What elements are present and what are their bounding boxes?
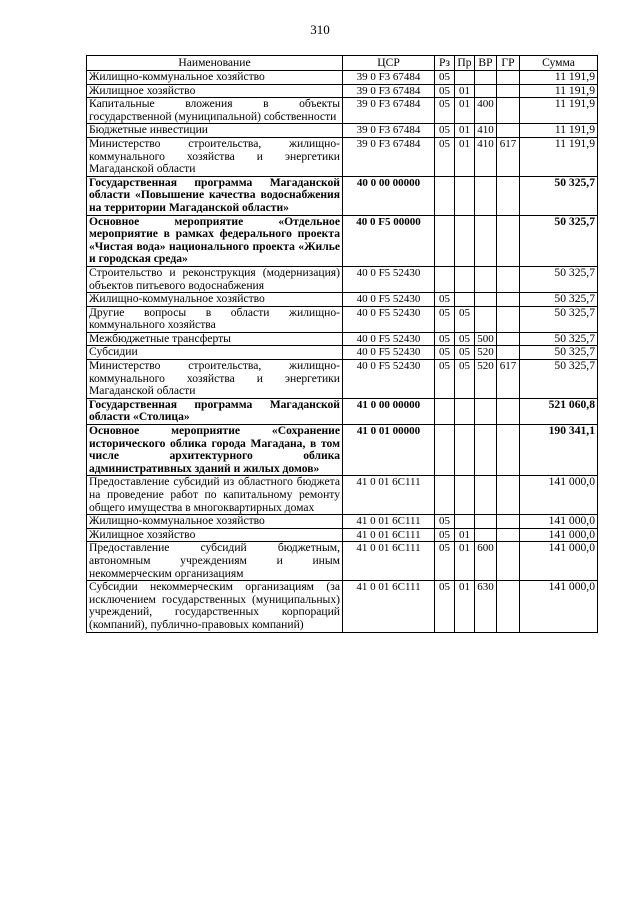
row-gr-cell xyxy=(497,346,520,360)
row-csr-cell: 41 0 00 00000 xyxy=(343,398,435,424)
row-rz-cell xyxy=(435,176,455,215)
row-pr-cell: 05 xyxy=(455,346,475,360)
row-sum-cell: 50 325,7 xyxy=(520,346,598,360)
table-row xyxy=(87,332,598,346)
row-pr-cell: 01 xyxy=(455,84,475,98)
row-sum-cell: 141 000,0 xyxy=(520,528,598,542)
header-csr: ЦСР xyxy=(343,56,435,71)
row-rz-cell: 05 xyxy=(435,360,455,399)
row-name-cell: Субсидии некоммерческим организациям (за исключением государственных (муниципальных) учреждений, государственных корпораций (компаний), публично-правовых компаний) xyxy=(87,581,343,632)
row-pr-cell: 01 xyxy=(455,98,475,124)
row-name-cell: Строительство и реконструкция (модернизация) объектов питьевого водоснабжения xyxy=(87,266,343,292)
row-pr-cell: 01 xyxy=(455,124,475,138)
row-gr-cell xyxy=(497,542,520,581)
row-csr-cell: 40 0 F5 52430 xyxy=(343,306,435,332)
row-rz-cell: 05 xyxy=(435,346,455,360)
budget-table xyxy=(86,55,598,633)
table-row xyxy=(87,266,598,292)
row-sum-cell: 11 191,9 xyxy=(520,84,598,98)
row-name-cell: Бюджетные инвестиции xyxy=(87,124,343,138)
row-gr-cell xyxy=(497,398,520,424)
table-row xyxy=(87,98,598,124)
row-vr-cell: 600 xyxy=(475,542,497,581)
row-sum-cell: 50 325,7 xyxy=(520,293,598,307)
row-rz-cell: 05 xyxy=(435,124,455,138)
row-csr-cell: 41 0 01 6С111 xyxy=(343,542,435,581)
row-rz-cell xyxy=(435,266,455,292)
row-csr-cell: 41 0 01 6С111 xyxy=(343,528,435,542)
table-row xyxy=(87,360,598,399)
row-vr-cell xyxy=(475,425,497,476)
row-name-cell: Министерство строительства, жилищно-коммунального хозяйства и энергетики Магаданской области xyxy=(87,137,343,176)
row-vr-cell: 630 xyxy=(475,581,497,632)
row-gr-cell xyxy=(497,425,520,476)
row-csr-cell: 39 0 F3 67484 xyxy=(343,84,435,98)
row-sum-cell: 11 191,9 xyxy=(520,137,598,176)
row-name-cell: Межбюджетные трансферты xyxy=(87,332,343,346)
row-csr-cell: 40 0 F5 52430 xyxy=(343,360,435,399)
row-name-cell: Министерство строительства, жилищно-коммунального хозяйства и энергетики Магаданской области xyxy=(87,360,343,399)
row-sum-cell: 141 000,0 xyxy=(520,476,598,515)
row-pr-cell xyxy=(455,266,475,292)
row-sum-cell: 141 000,0 xyxy=(520,581,598,632)
row-vr-cell xyxy=(475,293,497,307)
row-gr-cell xyxy=(497,515,520,529)
row-csr-cell: 41 0 01 6С111 xyxy=(343,515,435,529)
row-name-cell: Государственная программа Магаданской области «Повышение качества водоснабжения на территории Магаданской области» xyxy=(87,176,343,215)
header-row xyxy=(87,56,598,71)
row-sum-cell: 50 325,7 xyxy=(520,332,598,346)
row-vr-cell: 520 xyxy=(475,360,497,399)
row-sum-cell: 50 325,7 xyxy=(520,360,598,399)
table-row xyxy=(87,84,598,98)
row-sum-cell: 141 000,0 xyxy=(520,542,598,581)
row-pr-cell xyxy=(455,215,475,266)
row-vr-cell: 520 xyxy=(475,346,497,360)
row-name-cell: Другие вопросы в области жилищно-коммунального хозяйства xyxy=(87,306,343,332)
row-csr-cell: 39 0 F3 67484 xyxy=(343,71,435,85)
header-name: Наименование xyxy=(87,56,343,71)
row-gr-cell: 617 xyxy=(497,360,520,399)
header-pr: Пр xyxy=(455,56,475,71)
table-row xyxy=(87,71,598,85)
row-gr-cell xyxy=(497,306,520,332)
row-rz-cell: 05 xyxy=(435,528,455,542)
row-sum-cell: 50 325,7 xyxy=(520,266,598,292)
row-pr-cell xyxy=(455,425,475,476)
row-gr-cell xyxy=(497,581,520,632)
table-row xyxy=(87,306,598,332)
header-vr: ВР xyxy=(475,56,497,71)
table-row xyxy=(87,346,598,360)
row-gr-cell xyxy=(497,266,520,292)
row-rz-cell xyxy=(435,398,455,424)
row-csr-cell: 41 0 01 6С111 xyxy=(343,476,435,515)
row-csr-cell: 40 0 F5 52430 xyxy=(343,293,435,307)
row-csr-cell: 40 0 F5 00000 xyxy=(343,215,435,266)
row-sum-cell: 521 060,8 xyxy=(520,398,598,424)
table-row xyxy=(87,528,598,542)
row-pr-cell: 05 xyxy=(455,360,475,399)
row-vr-cell: 400 xyxy=(475,98,497,124)
row-vr-cell xyxy=(475,71,497,85)
row-name-cell: Жилищное хозяйство xyxy=(87,528,343,542)
row-sum-cell: 50 325,7 xyxy=(520,176,598,215)
row-vr-cell xyxy=(475,176,497,215)
row-name-cell: Капитальные вложения в объекты государственной (муниципальной) собственности xyxy=(87,98,343,124)
row-pr-cell: 01 xyxy=(455,581,475,632)
row-gr-cell xyxy=(497,124,520,138)
row-gr-cell xyxy=(497,84,520,98)
row-name-cell: Основное мероприятие «Отдельное мероприятие в рамках федерального проекта «Чистая вода» национального проекта «Жилье и городская среда» xyxy=(87,215,343,266)
table-row xyxy=(87,581,598,632)
row-name-cell: Предоставление субсидий из областного бюджета на проведение работ по капитальному ремонту общего имущества в многоквартирных домах xyxy=(87,476,343,515)
row-vr-cell xyxy=(475,84,497,98)
row-pr-cell xyxy=(455,176,475,215)
row-name-cell: Жилищное хозяйство xyxy=(87,84,343,98)
row-gr-cell xyxy=(497,176,520,215)
row-gr-cell xyxy=(497,476,520,515)
row-sum-cell: 11 191,9 xyxy=(520,71,598,85)
table-row xyxy=(87,515,598,529)
row-rz-cell: 05 xyxy=(435,581,455,632)
row-gr-cell xyxy=(497,528,520,542)
row-vr-cell xyxy=(475,528,497,542)
row-rz-cell: 05 xyxy=(435,137,455,176)
row-name-cell: Субсидии xyxy=(87,346,343,360)
row-pr-cell xyxy=(455,476,475,515)
row-sum-cell: 11 191,9 xyxy=(520,98,598,124)
row-rz-cell: 05 xyxy=(435,71,455,85)
row-vr-cell: 500 xyxy=(475,332,497,346)
row-rz-cell: 05 xyxy=(435,332,455,346)
row-name-cell: Предоставление субсидий бюджетным, автономным учреждениям и иным некоммерческим организациям xyxy=(87,542,343,581)
row-sum-cell: 190 341,1 xyxy=(520,425,598,476)
row-vr-cell: 410 xyxy=(475,124,497,138)
row-csr-cell: 40 0 F5 52430 xyxy=(343,346,435,360)
row-sum-cell: 50 325,7 xyxy=(520,306,598,332)
table-row xyxy=(87,398,598,424)
row-sum-cell: 50 325,7 xyxy=(520,215,598,266)
row-rz-cell: 05 xyxy=(435,306,455,332)
row-gr-cell xyxy=(497,293,520,307)
row-pr-cell: 05 xyxy=(455,306,475,332)
row-csr-cell: 40 0 F5 52430 xyxy=(343,266,435,292)
table-row xyxy=(87,137,598,176)
table-row xyxy=(87,176,598,215)
row-pr-cell: 05 xyxy=(455,332,475,346)
row-pr-cell: 01 xyxy=(455,528,475,542)
row-name-cell: Жилищно-коммунальное хозяйство xyxy=(87,71,343,85)
header-sum: Сумма xyxy=(520,56,598,71)
row-pr-cell: 01 xyxy=(455,137,475,176)
row-rz-cell: 05 xyxy=(435,515,455,529)
row-csr-cell: 41 0 01 6С111 xyxy=(343,581,435,632)
row-gr-cell xyxy=(497,98,520,124)
row-rz-cell: 05 xyxy=(435,84,455,98)
row-name-cell: Государственная программа Магаданской области «Столица» xyxy=(87,398,343,424)
row-csr-cell: 41 0 01 00000 xyxy=(343,425,435,476)
table-row xyxy=(87,124,598,138)
table-row xyxy=(87,215,598,266)
row-csr-cell: 39 0 F3 67484 xyxy=(343,137,435,176)
row-gr-cell xyxy=(497,71,520,85)
row-vr-cell xyxy=(475,476,497,515)
row-pr-cell xyxy=(455,515,475,529)
table-row xyxy=(87,293,598,307)
table-row xyxy=(87,476,598,515)
row-name-cell: Основное мероприятие «Сохранение исторического облика города Магадана, в том числе архитектурного облика административных зданий и жилых домов» xyxy=(87,425,343,476)
row-gr-cell xyxy=(497,215,520,266)
row-vr-cell: 410 xyxy=(475,137,497,176)
row-gr-cell: 617 xyxy=(497,137,520,176)
row-csr-cell: 39 0 F3 67484 xyxy=(343,124,435,138)
row-rz-cell xyxy=(435,425,455,476)
row-vr-cell xyxy=(475,515,497,529)
row-vr-cell xyxy=(475,215,497,266)
row-vr-cell xyxy=(475,266,497,292)
row-pr-cell: 01 xyxy=(455,542,475,581)
row-rz-cell xyxy=(435,476,455,515)
row-pr-cell xyxy=(455,293,475,307)
row-csr-cell: 40 0 00 00000 xyxy=(343,176,435,215)
row-sum-cell: 141 000,0 xyxy=(520,515,598,529)
page-number: 310 xyxy=(310,22,330,37)
row-rz-cell: 05 xyxy=(435,98,455,124)
row-gr-cell xyxy=(497,332,520,346)
header-gr: ГР xyxy=(497,56,520,71)
row-name-cell: Жилищно-коммунальное хозяйство xyxy=(87,293,343,307)
row-pr-cell xyxy=(455,398,475,424)
row-csr-cell: 40 0 F5 52430 xyxy=(343,332,435,346)
header-rz: Рз xyxy=(435,56,455,71)
row-vr-cell xyxy=(475,306,497,332)
row-rz-cell: 05 xyxy=(435,293,455,307)
row-csr-cell: 39 0 F3 67484 xyxy=(343,98,435,124)
row-pr-cell xyxy=(455,71,475,85)
row-sum-cell: 11 191,9 xyxy=(520,124,598,138)
table-row xyxy=(87,542,598,581)
row-rz-cell xyxy=(435,215,455,266)
table-row xyxy=(87,425,598,476)
row-rz-cell: 05 xyxy=(435,542,455,581)
row-name-cell: Жилищно-коммунальное хозяйство xyxy=(87,515,343,529)
row-vr-cell xyxy=(475,398,497,424)
